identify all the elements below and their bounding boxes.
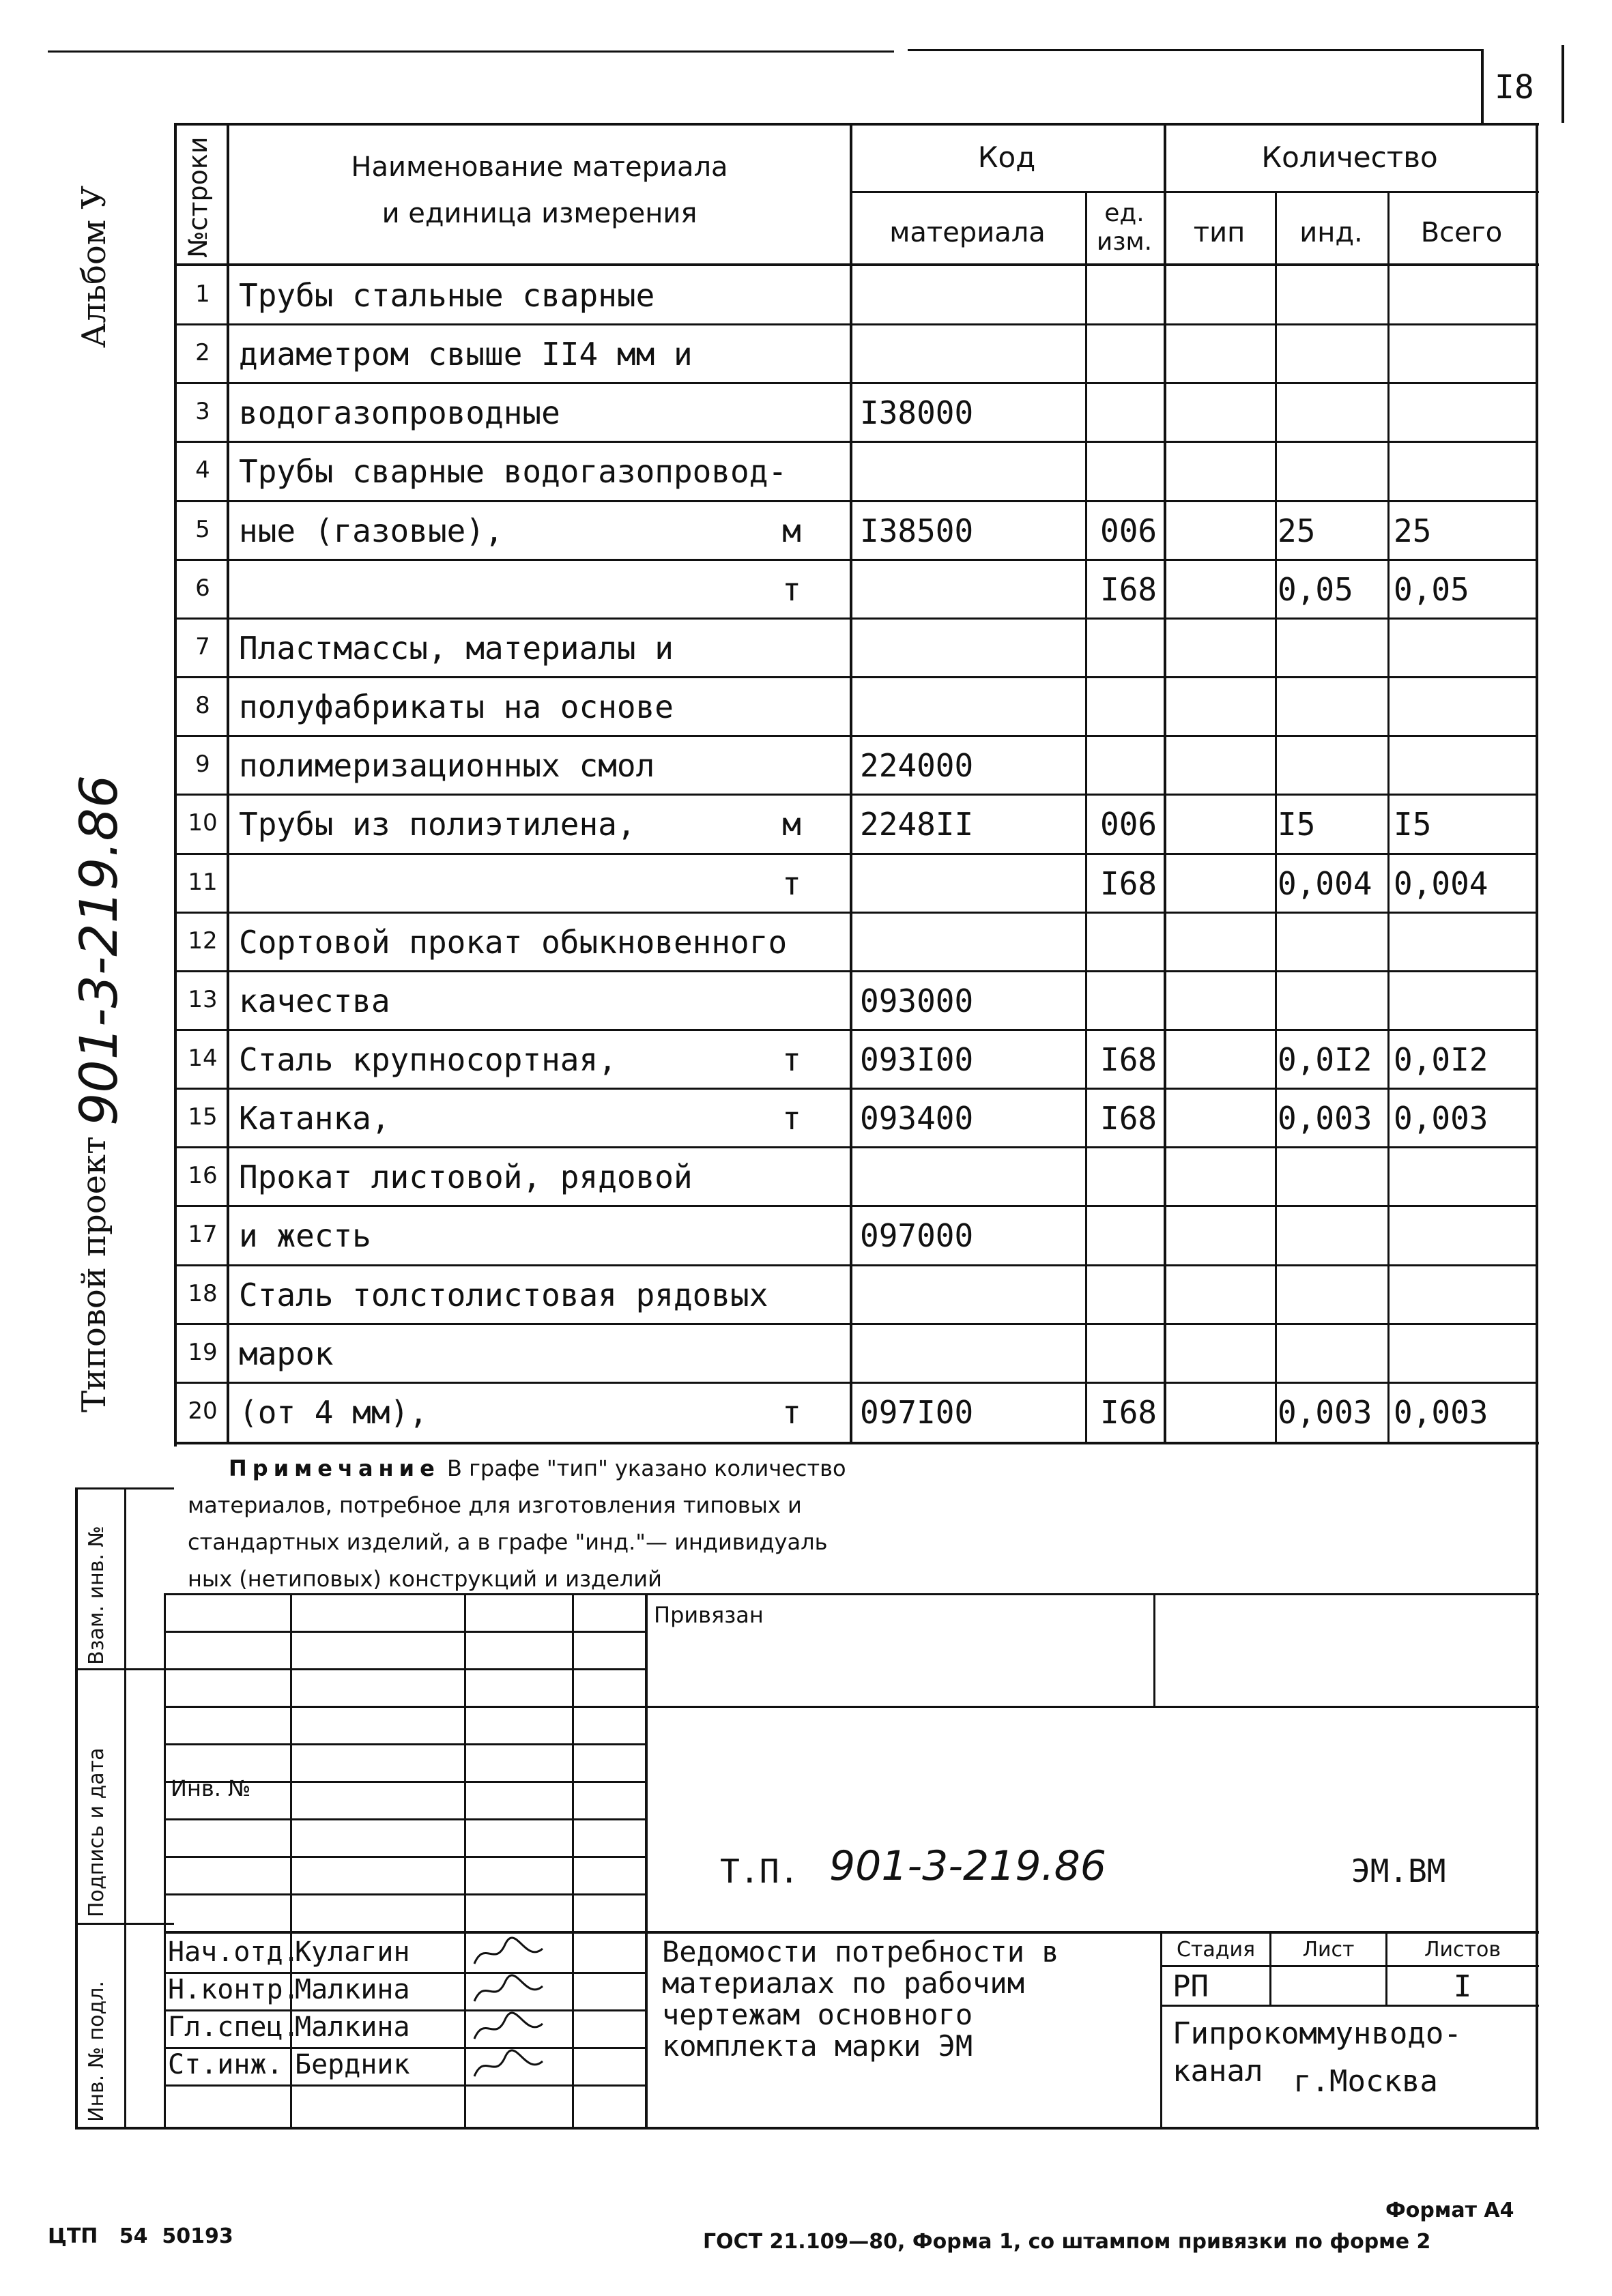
row-unit-code: I68 <box>1100 864 1157 902</box>
row-material-code: I38500 <box>860 512 974 549</box>
row-name: водогазопроводные <box>239 394 560 432</box>
row-material-code: 093I00 <box>860 1041 974 1078</box>
project-code-side: 901-3-219.86 <box>68 774 129 1126</box>
row-total: 0,0I2 <box>1394 1041 1488 1078</box>
sheets-label: Листов <box>1424 1938 1501 1962</box>
row-ind: 0,003 <box>1278 1393 1372 1431</box>
row-number: 19 <box>188 1338 218 1366</box>
col-line-ind <box>1387 191 1390 1443</box>
row-ind: 0,05 <box>1278 570 1353 608</box>
table-left-border <box>174 123 177 1447</box>
table-row-line <box>174 559 1538 561</box>
col-line-unit <box>1164 123 1166 1443</box>
header-mid <box>850 191 1539 193</box>
row-total: 0,003 <box>1394 1100 1488 1137</box>
row-number: 3 <box>195 398 210 426</box>
row-name: марок <box>239 1335 334 1372</box>
header-name-line2: и единица измерения <box>382 198 697 229</box>
row-name: (от 4 мм), <box>239 1393 428 1431</box>
row-number: 8 <box>195 692 210 720</box>
grid-row-e <box>164 1743 645 1745</box>
row-unit: м <box>782 512 801 549</box>
project-prefix-label: Типовой проект <box>75 1136 113 1412</box>
doc-title <box>662 1936 1059 2062</box>
row-total: 0,004 <box>1394 864 1488 902</box>
stamp-strip-top <box>75 1487 174 1490</box>
table-row-line <box>174 1205 1538 1207</box>
signature-mark <box>471 1974 546 2008</box>
grid-row-g <box>164 1818 645 1820</box>
grid-row-a <box>164 1593 1539 1595</box>
row-ind: 0,0I2 <box>1278 1041 1372 1078</box>
table-row-line <box>174 441 1538 443</box>
label-inv-podl: Инв. № подл. <box>85 1981 109 2122</box>
label-podpis-data: Подпись и дата <box>85 1747 109 1917</box>
row-name: Трубы сварные водогазопровод- <box>239 453 788 491</box>
note-first-line <box>188 1450 846 1487</box>
header-bottom <box>174 263 1539 266</box>
header-code-group: Код <box>977 141 1036 174</box>
note-line4: ных (нетиповых) конструкций и изделий <box>188 1566 662 1592</box>
signer-name: Кулагин <box>295 1936 410 1968</box>
row-unit-code: 006 <box>1100 512 1157 549</box>
row-number: 18 <box>188 1279 218 1307</box>
inv-no-label: Инв. № <box>171 1775 251 1801</box>
doc-mark: ЭМ.ВМ <box>1351 1852 1446 1889</box>
row-name: диаметром свыше II4 мм и <box>239 336 693 373</box>
row-name: Сортовой прокат обыкновенного <box>239 923 788 961</box>
row-unit-code: I68 <box>1100 570 1157 608</box>
note-block <box>188 1450 846 1597</box>
table-row-line <box>174 1088 1538 1090</box>
label-vzam-inv: Взам. инв. № <box>85 1526 109 1665</box>
note-line3: стандартных изделий, а в графе "инд."— индивидуаль <box>188 1529 828 1555</box>
table-row-line <box>174 853 1538 855</box>
stamp-strip-left <box>75 1487 78 2129</box>
row-unit-code: I68 <box>1100 1100 1157 1137</box>
row-material-code: 2248II <box>860 806 974 843</box>
doc-title-line3: чертежам основного <box>662 1998 973 2031</box>
table-top-border <box>174 123 1539 126</box>
row-name: Прокат листовой, рядовой <box>239 1159 693 1196</box>
row-name: Трубы из полиэтилена, <box>239 806 636 843</box>
doc-title-line2: материалах по рабочим <box>662 1966 1025 2000</box>
row-material-code: 097I00 <box>860 1393 974 1431</box>
signer-role: Нач.отд. <box>168 1936 300 1968</box>
row-name: Пластмассы, материалы и <box>239 629 674 667</box>
sheets-value: I <box>1453 1969 1472 2004</box>
grid-col-4 <box>645 1593 648 2129</box>
col-line-name <box>850 123 852 1443</box>
row-total: I5 <box>1394 806 1432 843</box>
grid-row-j <box>164 1931 1539 1934</box>
org-city: г.Москва <box>1293 2064 1438 2099</box>
row-name: Катанка, <box>239 1100 390 1137</box>
signer-name: Малкина <box>295 2011 410 2043</box>
row-number: 11 <box>188 868 218 896</box>
grid-row-b <box>164 1631 645 1633</box>
row-total: 0,003 <box>1394 1393 1488 1431</box>
col-line-code <box>1085 191 1087 1443</box>
stage-row2 <box>1160 2005 1539 2007</box>
row-material-code: I38000 <box>860 394 974 432</box>
stage-label: Стадия <box>1176 1938 1256 1962</box>
row-number: 2 <box>195 339 210 367</box>
sheet-number: I8 <box>1495 68 1534 106</box>
table-row-line <box>174 1382 1538 1384</box>
row-unit-code: 006 <box>1100 806 1157 843</box>
grid-row-c <box>164 1668 645 1670</box>
doc-code-prefix: Т.П. <box>720 1852 799 1891</box>
header-name-line1: Наименование материала <box>351 151 728 183</box>
signature-mark <box>471 2011 546 2046</box>
row-number: 15 <box>188 1103 218 1131</box>
row-number: 20 <box>188 1397 218 1425</box>
row-number: 4 <box>195 456 210 484</box>
row-name: Сталь толстолистовая рядовых <box>239 1276 768 1313</box>
row-number: 5 <box>195 515 210 543</box>
row-number: 1 <box>195 280 210 308</box>
sheet-label: Лист <box>1302 1938 1355 1962</box>
table-row-line <box>174 382 1538 384</box>
signer-role: Ст.инж. <box>168 2049 283 2080</box>
row-ind: 0,003 <box>1278 1100 1372 1137</box>
row-number: 7 <box>195 633 210 660</box>
signature-mark <box>471 1936 546 1971</box>
stamp-strip-div2 <box>75 1923 174 1925</box>
header-material-code: материала <box>889 217 1046 248</box>
signer-role: Гл.спец. <box>168 2011 300 2043</box>
doc-code: 901-3-219.86 <box>829 1842 1106 1890</box>
signer-name: Малкина <box>295 1974 410 2005</box>
table-row-line <box>174 970 1538 972</box>
row-total: 25 <box>1394 512 1432 549</box>
header-unit-line2: изм. <box>1096 228 1153 256</box>
table-row-line <box>174 1029 1538 1031</box>
footer-left: ЦТП 54 50193 <box>48 2224 233 2248</box>
row-total: 0,05 <box>1394 570 1469 608</box>
row-material-code: 224000 <box>860 747 974 785</box>
row-name: Трубы стальные сварные <box>239 277 655 314</box>
row-name: Сталь крупносортная, <box>239 1041 617 1078</box>
grid-row-n <box>164 2084 645 2087</box>
table-row-line <box>174 617 1538 620</box>
row-name: и жесть <box>239 1217 371 1255</box>
table-row-line <box>174 1264 1538 1266</box>
row-material-code: 093400 <box>860 1100 974 1137</box>
row-unit: т <box>782 1100 801 1137</box>
row-number: 10 <box>188 809 218 837</box>
row-number: 17 <box>188 1221 218 1249</box>
signature-mark <box>471 2049 546 2083</box>
row-ind: 0,004 <box>1278 864 1372 902</box>
table-row-line <box>174 323 1538 325</box>
row-name: ные (газовые), <box>239 512 504 549</box>
grid-row-d <box>164 1706 1539 1708</box>
linked-label: Привязан <box>654 1602 764 1628</box>
org-line2: канал <box>1172 2054 1263 2089</box>
table-right-border <box>1536 123 1538 2129</box>
row-unit: м <box>782 806 801 843</box>
grid-row-h <box>164 1856 645 1858</box>
grid-row-i <box>164 1893 645 1895</box>
footer-format: Формат А4 <box>1385 2198 1514 2222</box>
row-number: 9 <box>195 751 210 779</box>
note-label: Примечание <box>229 1455 440 1481</box>
row-unit-code: I68 <box>1100 1393 1157 1431</box>
row-unit: т <box>782 570 801 608</box>
row-name: полуфабрикаты на основе <box>239 688 674 726</box>
row-material-code: 093000 <box>860 982 974 1019</box>
table-row-line <box>174 676 1538 678</box>
row-unit: т <box>782 1041 801 1078</box>
table-row-line <box>174 1146 1538 1148</box>
note-line2: материалов, потребное для изготовления типовых и <box>188 1492 802 1518</box>
header-unit-line1: ед. <box>1104 199 1145 227</box>
doc-title-line1: Ведомости потребности в <box>662 1935 1059 1968</box>
row-unit: т <box>782 1393 801 1431</box>
row-name: полимеризационных смол <box>239 747 655 785</box>
col-line-num <box>227 123 229 1443</box>
table-row-line <box>174 1323 1538 1325</box>
doc-title-line4: комплекта марки ЭМ <box>662 2029 973 2063</box>
table-row-line <box>174 912 1538 914</box>
col-line-type <box>1275 191 1277 1443</box>
stage-row1 <box>1160 1965 1539 1967</box>
stamp-bottom <box>75 2127 1539 2130</box>
table-row-line <box>174 794 1538 796</box>
signer-name: Бердник <box>295 2049 410 2080</box>
linked-divider <box>1153 1593 1155 1708</box>
row-number: 12 <box>188 927 218 955</box>
table-data-bottom <box>174 1442 1539 1444</box>
stamp-strip-right <box>124 1487 126 2129</box>
header-qty-group: Количество <box>1261 141 1438 174</box>
header-type: тип <box>1193 217 1246 248</box>
table-row-line <box>174 735 1538 737</box>
row-number: 16 <box>188 1162 218 1190</box>
footer-gost: ГОСТ 21.109—80, Форма 1, со штампом привязки по форме 2 <box>703 2230 1431 2254</box>
row-name: качества <box>239 982 390 1019</box>
row-ind: I5 <box>1278 806 1316 843</box>
album-label: Альбом У <box>75 185 113 348</box>
row-number: 14 <box>188 1044 218 1072</box>
row-unit: т <box>782 864 801 902</box>
row-unit-code: I68 <box>1100 1041 1157 1078</box>
stage-value: РП <box>1172 1969 1209 2004</box>
row-ind: 25 <box>1278 512 1316 549</box>
table-row-line <box>174 500 1538 502</box>
header-row-num: №строки <box>183 136 213 258</box>
row-number: 13 <box>188 985 218 1013</box>
row-material-code: 097000 <box>860 1217 974 1255</box>
header-ind: инд. <box>1299 217 1363 248</box>
row-number: 6 <box>195 574 210 602</box>
stamp-strip-div1 <box>75 1668 174 1670</box>
note-line1: В графе "тип" указано количество <box>446 1455 846 1481</box>
header-total: Всего <box>1420 217 1503 248</box>
org-line1: Гипрокоммунводо- <box>1172 2016 1462 2051</box>
signer-role: Н.контр. <box>168 1974 300 2005</box>
